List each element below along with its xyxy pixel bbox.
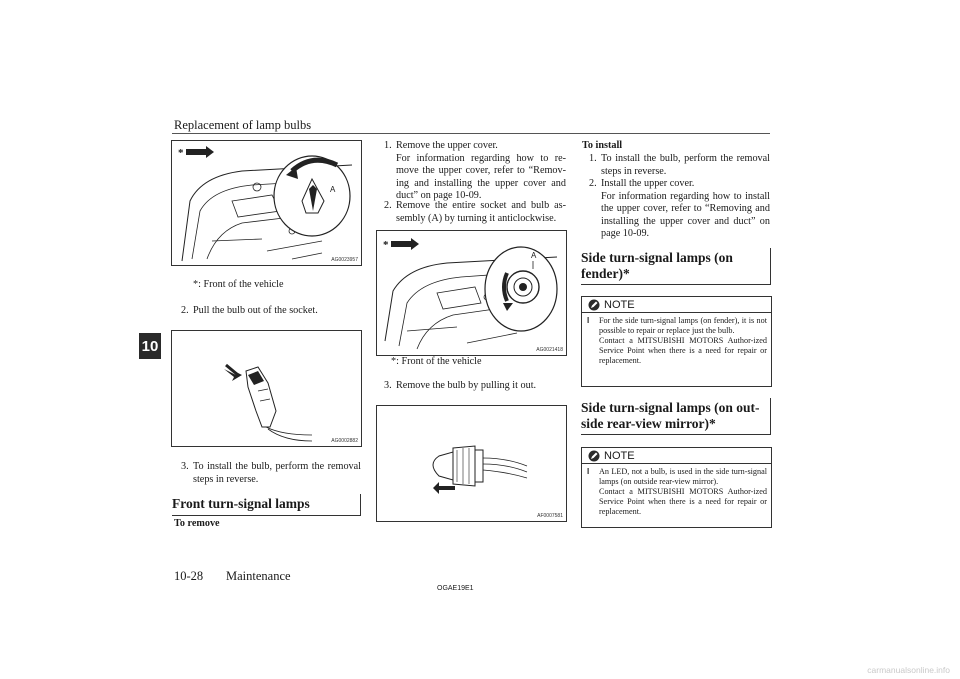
right-step-2 <box>589 178 770 242</box>
note-header <box>582 448 771 464</box>
figure-bulb-socket <box>171 330 362 447</box>
figure3-label-a: A <box>531 251 537 260</box>
step-number: 1. <box>384 140 392 151</box>
note-label: NOTE <box>604 449 635 462</box>
note-box-1 <box>581 296 772 387</box>
step-number: 3. <box>181 461 189 472</box>
right-step-1 <box>589 153 770 179</box>
footer-doc-code: OGAE19E1 <box>437 585 474 592</box>
middle-step-2 <box>384 200 566 226</box>
headlamp-socket-illustration <box>377 231 566 355</box>
step-text: Remove the upper cover. <box>396 140 498 151</box>
step-text: Pull the bulb out of the socket. <box>193 305 318 316</box>
note-pencil-icon <box>588 299 600 311</box>
subhead-to-install: To install <box>582 140 623 151</box>
note-body <box>582 464 771 521</box>
header-title: Replacement of lamp bulbs <box>174 118 312 132</box>
watermark: carmanualsonline.info <box>867 665 950 675</box>
step-text: Remove the bulb by pulling it out. <box>396 380 537 391</box>
section-side-turn-signal-mirror <box>581 398 771 435</box>
figure3-code: AG0021418 <box>536 347 563 353</box>
figure4-code: AF0007581 <box>537 513 563 519</box>
headlamp-rear-illustration <box>172 141 361 265</box>
section-side-turn-signal-fender <box>581 248 771 285</box>
step-number: 2. <box>384 200 392 211</box>
bulb-socket-illustration <box>172 331 361 446</box>
figure-headlamp-socket <box>376 230 567 356</box>
figure-bulb-removed <box>376 405 567 522</box>
figure1-code: AG0023957 <box>331 257 358 263</box>
figure1-label-a: A <box>330 185 336 194</box>
step-text: Install the upper cover. <box>601 178 695 189</box>
note-header <box>582 297 771 313</box>
caption-front-of-vehicle-2: *: Front of the vehicle <box>391 356 482 367</box>
subhead-to-remove: To remove <box>174 518 220 529</box>
step-text: To install the bulb, perform the removal steps in reverse. <box>193 461 361 485</box>
step-body <box>396 140 566 203</box>
note-body <box>582 313 771 370</box>
step-number: 1. <box>589 153 597 164</box>
chapter-tab: 10 <box>139 333 161 359</box>
footer-section-name: Maintenance <box>226 569 291 583</box>
figure3-asterisk: * <box>383 239 389 251</box>
section-front-turn-signal <box>172 494 361 516</box>
section-title: Side turn-signal lamps (on out-side rear-view mirror)* <box>581 400 760 431</box>
note-text: An LED, not a bulb, is used in the side turn-signal lamps (on outside rear-view mirror). <box>599 467 767 486</box>
step-text: Remove the entire socket and bulb as-sembly (A) by turning it anticlockwise. <box>396 200 566 224</box>
bulb-removed-illustration <box>377 406 566 521</box>
caption-front-of-vehicle: *: Front of the vehicle <box>193 279 284 290</box>
figure2-code: AG0002882 <box>331 438 358 444</box>
step-text: To install the bulb, perform the removal steps in reverse. <box>601 153 770 177</box>
note-contact: Contact a MITSUBISHI MOTORS Author-ized Service Point when there is a need for repair or replacement. <box>599 487 767 516</box>
note-bullet-icon: l <box>587 316 590 325</box>
step-number: 3. <box>384 380 392 391</box>
step-number: 2. <box>589 178 597 189</box>
figure-headlamp-rear <box>171 140 362 266</box>
note-bullet-icon: l <box>587 467 590 476</box>
note-label: NOTE <box>604 298 635 311</box>
middle-step-1 <box>384 140 566 200</box>
header-rule <box>172 133 770 134</box>
step-body <box>601 178 770 241</box>
note-box-2 <box>581 447 772 528</box>
note-contact: Contact a MITSUBISHI MOTORS Author-ized Service Point when there is a need for repair or replacement. <box>599 336 767 365</box>
section-title: Side turn-signal lamps (on fender)* <box>581 250 733 281</box>
step-number: 2. <box>181 305 189 316</box>
footer-page-number: 10-28 <box>174 569 204 583</box>
note-text: For the side turn-signal lamps (on fender), it is not possible to repair or replace just the bulb. <box>599 316 767 335</box>
note-pencil-icon <box>588 450 600 462</box>
left-step-3 <box>181 461 361 487</box>
step-subtext: For information regarding how to re-move the upper cover, refer to “Remov-ing and installing the upper cover and duct” on page 10-09. <box>396 152 566 202</box>
figure1-asterisk: * <box>178 147 184 159</box>
step-subtext: For information regarding how to install the upper cover, refer to “Removing and installing the upper cover and duct” on page 10-09. <box>601 190 770 240</box>
section-title: Front turn-signal lamps <box>172 496 310 511</box>
